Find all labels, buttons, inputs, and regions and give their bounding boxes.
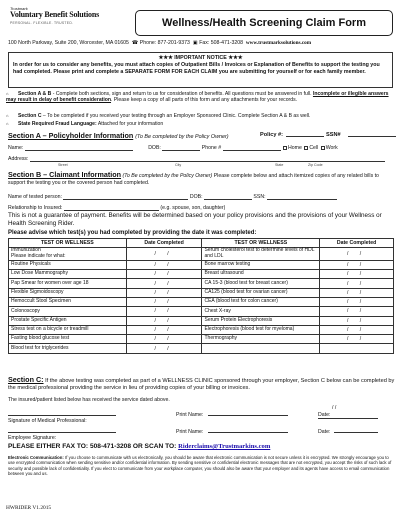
employee-print-name-label: Print Name: [176, 429, 204, 435]
table-row [9, 325, 394, 334]
electronic-text: If you choose to communicate with us electronically, you should be aware that electronic communication is not secure unless it is encrypted. We strongly encourage you to use encrypted communication when sending sensitive and/or confidential information. By sending sensitive or confidential electronic messages that are not encrypted, you accept the risks of such lack of security and possible lack of confidentiality. If you elect to communicate from your workplace computer, you should also be aware that your employer and its agents have access to email communication between you and us. [8, 455, 392, 477]
table-row [9, 335, 394, 344]
table-row [9, 307, 394, 316]
test-name-cell [202, 344, 320, 353]
date-completed-cell[interactable]: / / [126, 248, 202, 261]
test-name-cell: CA125 (blood test for ovarian cancer) [202, 288, 320, 297]
date-label: Date: [318, 412, 331, 418]
tested-person-label: Name of tested person: [8, 194, 62, 200]
test-name-cell: Breast ultrasound [202, 270, 320, 279]
date-completed-cell[interactable]: / / [320, 279, 394, 288]
logo-brand-small: Trustmark [10, 6, 28, 11]
medical-signature-label: Signature of Medical Professional: [8, 418, 87, 424]
date-field[interactable]: / / [332, 405, 337, 411]
instruction-label: State Required Fraud Language: [18, 121, 97, 127]
date-completed-cell[interactable]: / / [126, 288, 202, 297]
date-completed-cell[interactable]: / / [126, 279, 202, 288]
claimant-ssn-field[interactable] [267, 194, 337, 200]
table-row [9, 344, 394, 353]
employee-signature-label: Employee Signature: [8, 435, 57, 441]
table-row [9, 260, 394, 269]
section-a-note: (To Be completed by the Policy Owner) [135, 134, 229, 140]
date-completed-cell[interactable]: / / [320, 307, 394, 316]
section-b-title: Section B – Claimant Information [8, 170, 122, 179]
bullet-icon: ⌂ [6, 113, 9, 118]
relationship-field[interactable] [64, 205, 159, 211]
electronic-label: Electronic Communication: [8, 455, 64, 460]
date-completed-cell[interactable] [320, 344, 394, 353]
home-label: Home [288, 145, 302, 151]
employee-print-name-field[interactable] [208, 428, 288, 433]
medical-signature-field[interactable] [8, 411, 116, 416]
test-name-cell: Immunization Please indicate for what: [9, 248, 127, 261]
home-checkbox[interactable] [283, 146, 287, 150]
policy-label: Policy #: [260, 132, 284, 138]
fax-instructions [8, 443, 396, 450]
instruction-warning: Incomplete or illegible answers may result in delay of benefit consideration [6, 91, 389, 104]
date-completed-cell[interactable]: / / [126, 335, 202, 344]
fax-icon: ▣ [192, 40, 198, 46]
claims-email-link[interactable]: Riderclaims@Trustmarkins.com [178, 443, 271, 450]
instruction-text: - Complete both sections, sign and return to us for consideration of benefits. All questions must be answered in full. [51, 91, 313, 97]
section-c-text: If the above testing was completed as part of a WELLNESS CLINIC sponsored through your employer, Section C below can be completed by the medical professional providing the service in lieu of providing copies of your billing or invoices. [8, 378, 395, 391]
date-completed-cell[interactable]: / / [126, 270, 202, 279]
claimant-ssn-label: SSN: [253, 194, 266, 200]
dob-field[interactable] [162, 145, 200, 151]
form-version: HWRIDER V1.2015 [6, 505, 52, 511]
print-name-label: Print Name: [176, 412, 204, 418]
instruction-tail: . Please keep a copy of all parts of this form and any attachments for your records. [111, 97, 298, 104]
logo-tagline: PERSONAL. FLEXIBLE. TRUSTED. [10, 21, 74, 25]
city-caption: City [175, 163, 182, 167]
test-name-cell: Pap Smear for women over age 18 [9, 279, 127, 288]
date-completed-cell[interactable]: / / [126, 307, 202, 316]
date-completed-cell[interactable]: / / [126, 344, 202, 353]
test-name-cell: Thermography [202, 335, 320, 344]
notice-body: In order for us to consider any benefits, you must attach copies of Outpatient Bills / Invoices or Explanation of Benefits to support the testing you had completed. Please print and complete a SEPARATE FORM FOR EACH CLAIM you are submitting for yourself or for each family member. [13, 61, 380, 75]
test-name-cell: Serum Protein Electrophoresis [202, 316, 320, 325]
instruction-section-ab [6, 91, 396, 104]
address-label: Address: [8, 156, 29, 162]
instruction-fraud [6, 121, 396, 127]
employee-date-label: Date: [318, 429, 331, 435]
table-row [9, 248, 394, 261]
form-title: Wellness/Health Screening Claim Form [135, 10, 393, 36]
employee-date-field[interactable] [334, 428, 378, 433]
section-b-note: (To Be completed by the Policy Owner) [122, 173, 213, 179]
test-name-cell: Flexible Sigmoidoscopy [9, 288, 127, 297]
address-row [8, 156, 398, 162]
tested-person-field[interactable] [63, 194, 188, 200]
table-row [9, 316, 394, 325]
tests-table [8, 238, 394, 354]
date-completed-cell[interactable]: / / [320, 270, 394, 279]
date-underline [318, 418, 378, 419]
test-name-cell: Colonoscopy [9, 307, 127, 316]
name-field[interactable] [25, 145, 133, 151]
name-row [8, 145, 398, 151]
print-name-field[interactable] [208, 411, 288, 416]
test-name-cell: Fasting blood glucose test [9, 335, 127, 344]
fax-instructions-text: PLEASE EITHER FAX TO: 508-471-3208 OR SCAN TO: [8, 443, 179, 450]
dob-label: DOB: [148, 145, 161, 151]
cell-label: Cell [309, 145, 319, 151]
section-b-header [8, 170, 396, 186]
bullet-icon: ⌂ [6, 121, 9, 126]
cell-checkbox[interactable] [304, 146, 308, 150]
state-caption: State [275, 163, 284, 167]
date-completed-cell[interactable]: / / [320, 260, 394, 269]
test-name-cell: Serum cholesterol test to determine levels of HDL and LDL [202, 248, 320, 261]
important-notice [8, 52, 393, 88]
table-row [9, 270, 394, 279]
column-header-test: TEST OR WELLNESS [202, 239, 320, 248]
test-name-cell: Chest X-ray [202, 307, 320, 316]
ssn-label: SSN# [326, 132, 341, 138]
service-received-statement: The insured/patient listed below has received the service dated above. [8, 397, 170, 403]
table-row [9, 288, 394, 297]
date-completed-cell[interactable]: / / [126, 297, 202, 306]
zip-caption: Zip Code [308, 163, 323, 167]
logo-brand-name: Voluntary Benefit Solutions [10, 10, 99, 19]
notice-heading: ★★★ IMPORTANT NOTICE ★★★ [158, 55, 243, 61]
table-row [9, 297, 394, 306]
column-header-date: Date Completed [320, 239, 394, 248]
table-row [9, 279, 394, 288]
date-completed-cell[interactable]: / / [320, 297, 394, 306]
relationship-row [8, 205, 398, 211]
claimant-dob-label: DOB: [189, 194, 203, 200]
date-completed-cell[interactable]: / / [320, 316, 394, 325]
test-name-cell: Routine Physicals [9, 260, 127, 269]
electronic-communication [8, 455, 396, 476]
date-completed-cell[interactable]: / / [320, 248, 394, 261]
website-link[interactable]: www.trustmarksolutions.com [245, 40, 312, 46]
phone-label: Phone # [201, 145, 222, 151]
section-b-instructions: Please complete below and attach itemized copies of any related bills to support the testing you or the covered person had completed. [8, 173, 379, 186]
instruction-text: Attached for your information [96, 121, 164, 127]
address-line [8, 40, 398, 46]
test-name-cell: Bone marrow testing [202, 260, 320, 269]
section-c-header [8, 375, 396, 392]
work-label: Work [325, 145, 338, 151]
instruction-section-c [6, 113, 396, 119]
name-label: Name: [8, 145, 24, 151]
column-header-date: Date Completed [126, 239, 202, 248]
employee-signature-field[interactable] [8, 428, 116, 433]
bullet-icon: ⌂ [6, 91, 9, 96]
section-c-title: Section C: [8, 375, 44, 384]
address-field[interactable] [30, 156, 385, 162]
ssn-field[interactable] [348, 131, 396, 137]
section-a-header [8, 131, 398, 140]
date-completed-cell[interactable]: / / [126, 316, 202, 325]
instruction-label: Section C [18, 113, 42, 119]
relationship-label: Relationship to Insured: [8, 205, 63, 211]
instruction-text: – To be completed if you received your testing through an Employer Sponsored Clinic. Complete Section A & B as well. [41, 113, 311, 119]
test-name-cell: Low Dose Mammography [9, 270, 127, 279]
test-name-cell: Electrophoresis (blood test for myeloma) [202, 325, 320, 334]
relationship-hint: (e.g. spouse, son, daughter) [160, 205, 226, 211]
date-completed-cell[interactable]: / / [126, 260, 202, 269]
test-name-cell: Hemoccult Stool Specimen [9, 297, 127, 306]
date-completed-cell[interactable]: / / [320, 335, 394, 344]
street-address: 100 North Parkway, Suite 200, Worcester, MA 01605 [8, 40, 129, 46]
tests-prompt: Please advise which test(s) you had completed by providing the date it was completed: [8, 230, 257, 236]
payment-disclaimer: This is not a guarantee of payment. Benefits will be determined based on your policy provisions and the provisions of your Wellness or Health Screening Rider. [8, 212, 382, 227]
work-checkbox[interactable] [321, 146, 325, 150]
policy-field[interactable] [286, 131, 324, 137]
test-name-cell: Prostate Specific Antigen [9, 316, 127, 325]
street-caption: Street [58, 163, 68, 167]
claimant-dob-field[interactable] [204, 194, 252, 200]
instruction-label: Section A & B [18, 91, 52, 97]
column-header-test: TEST OR WELLNESS [9, 239, 127, 248]
date-completed-cell[interactable]: / / [320, 325, 394, 334]
test-name-cell: CEA (blood test for colon cancer) [202, 297, 320, 306]
date-completed-cell[interactable]: / / [320, 288, 394, 297]
test-name-cell: CA 15-3 (blood test for breast cancer) [202, 279, 320, 288]
fax-number: Fax: 508-471-3208 [199, 40, 244, 46]
table-header-row [9, 239, 394, 248]
test-name-cell: Stress test on a bicycle or treadmill [9, 325, 127, 334]
date-completed-cell[interactable]: / / [126, 325, 202, 334]
section-a-title: Section A – Policyholder Information [8, 131, 134, 140]
test-name-cell: Blood test for triglycerides [9, 344, 127, 353]
tested-person-row [8, 194, 398, 200]
phone-field[interactable] [223, 145, 281, 151]
phone-number: Phone: 877-201-9373 [139, 40, 190, 46]
phone-icon: ☎ [131, 40, 139, 46]
